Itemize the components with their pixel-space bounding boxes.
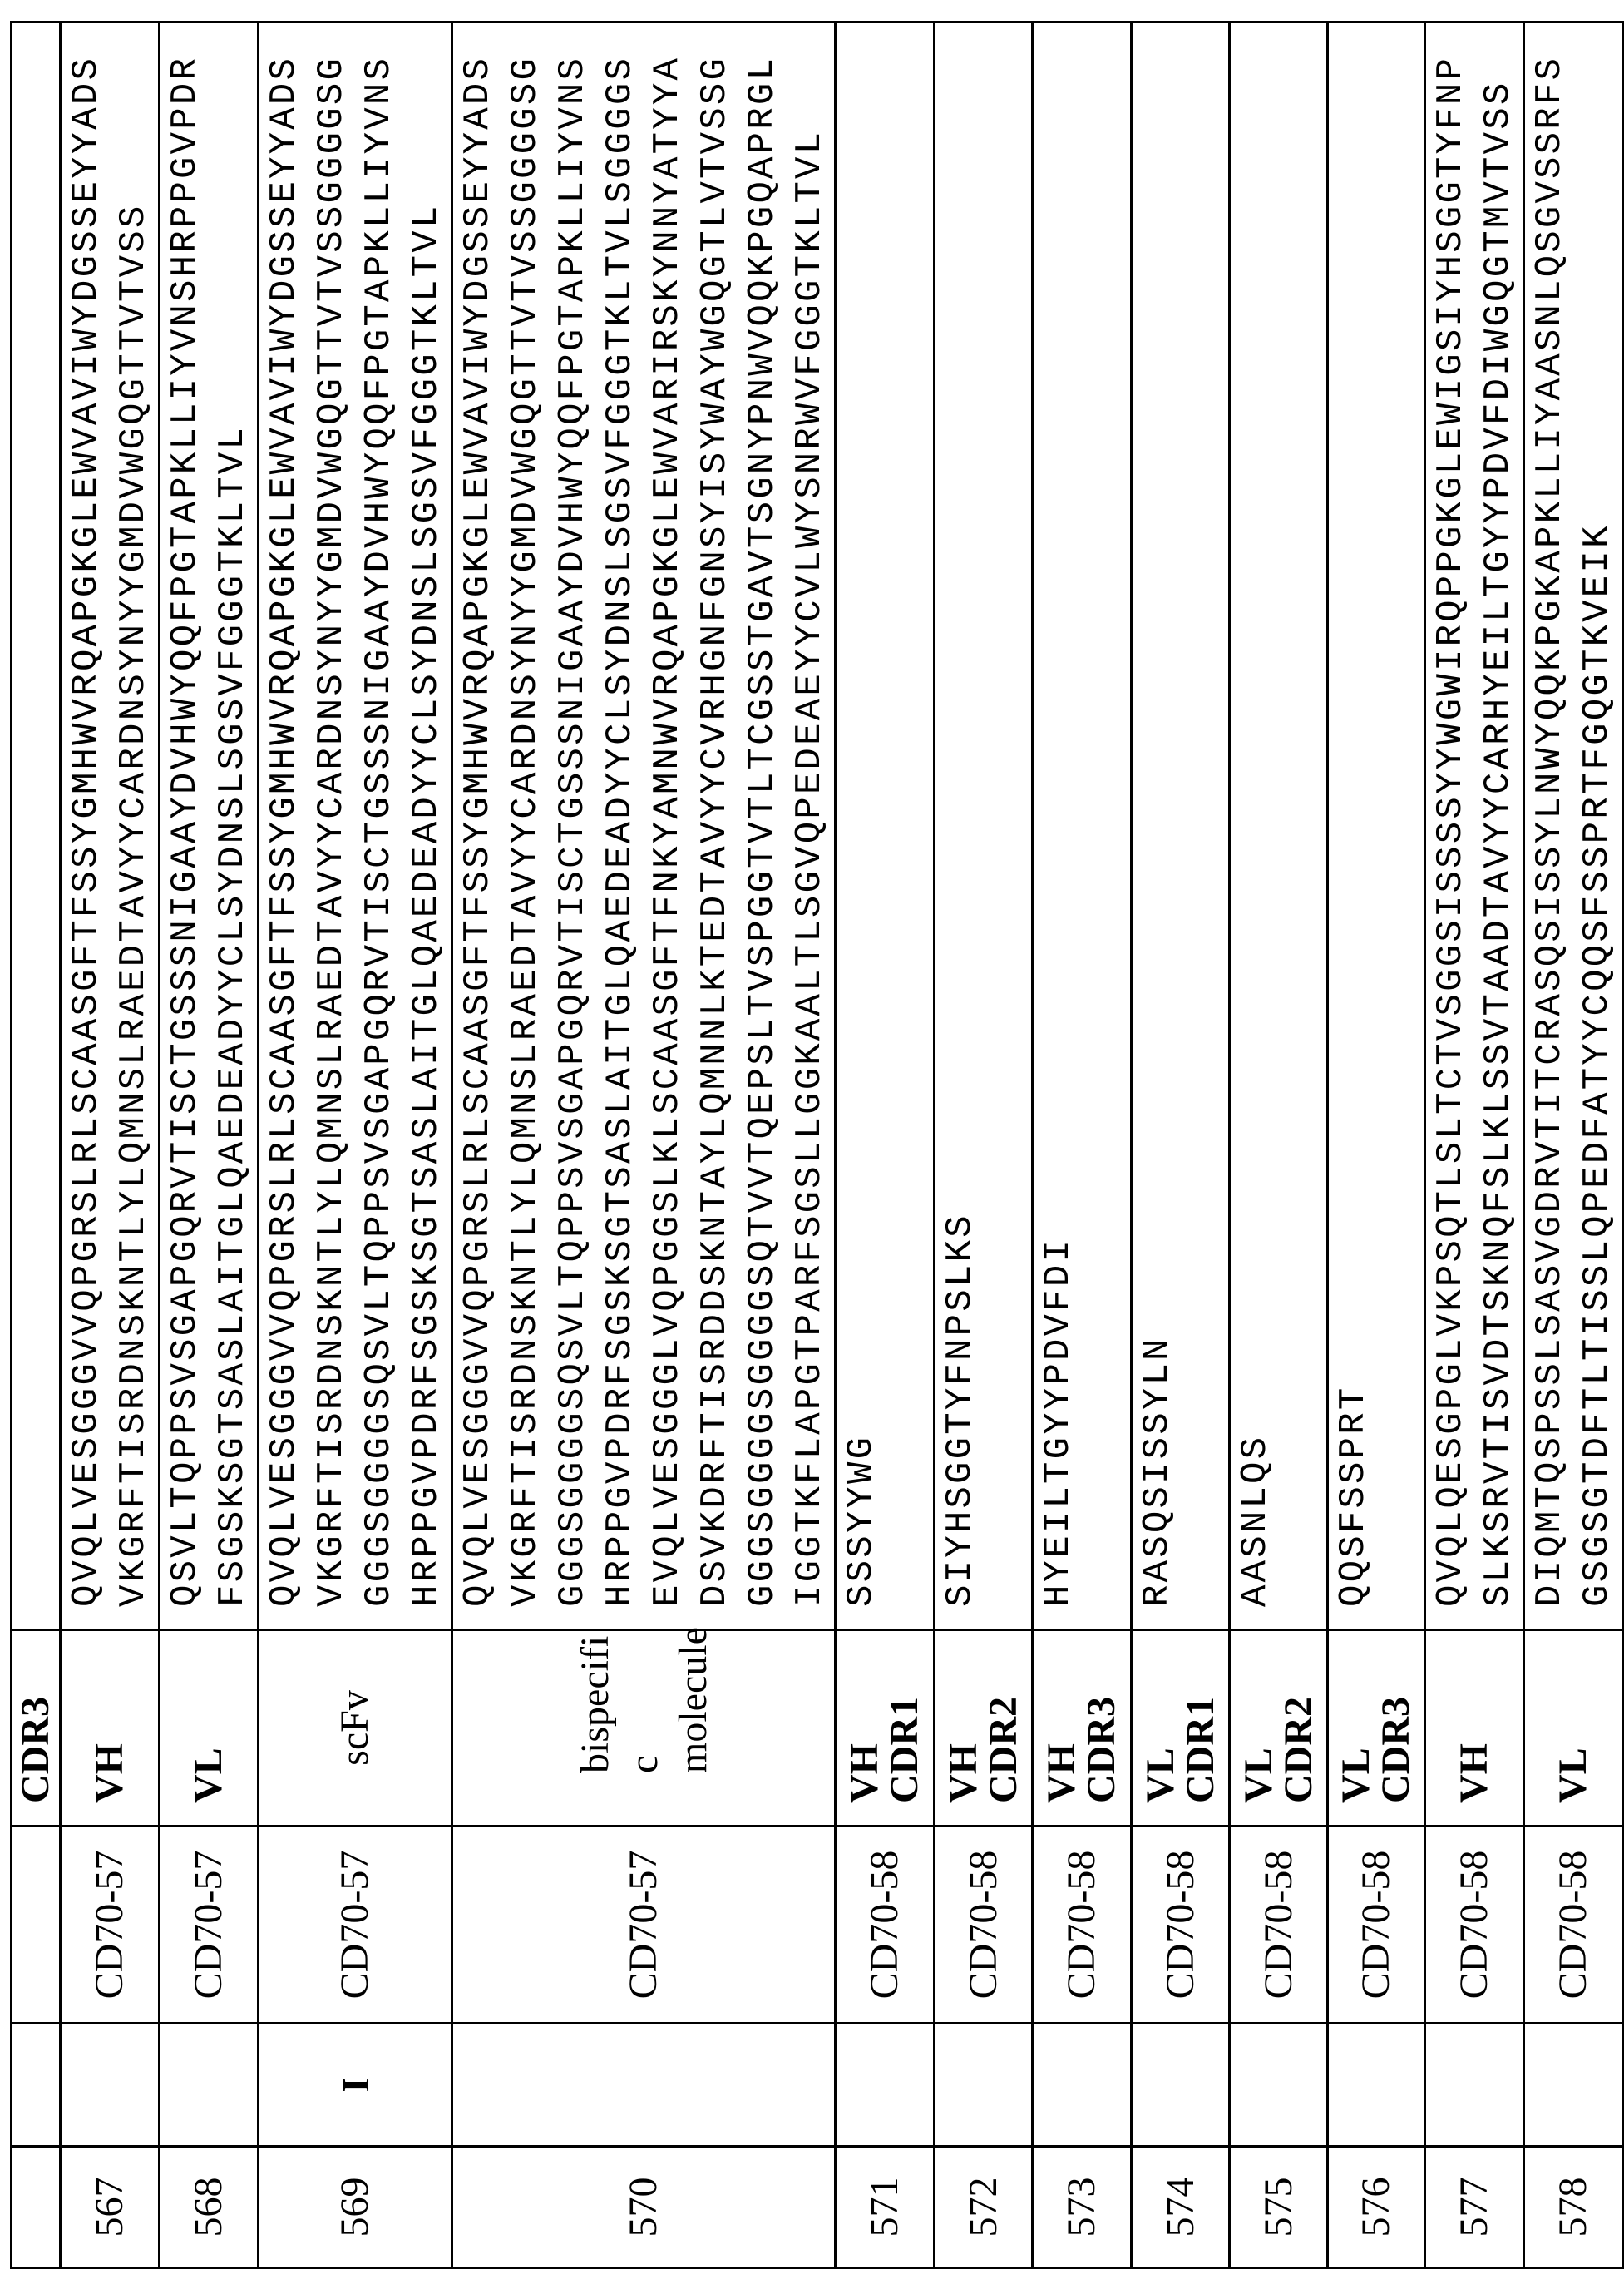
table-row	[1132, 22, 1230, 2268]
blank-cell	[1132, 2024, 1230, 2147]
seq-id-cell: 575	[1230, 2147, 1328, 2268]
antibody-cell: CD70-58	[1132, 1827, 1230, 2024]
blank-cell	[935, 2024, 1033, 2147]
sequence-line: QVQLVESGGGVVQPGRSLRLSCAASGFTFSSYGMHWVRQAPGKGLEWVAVIWYDGSSEYYADS	[264, 55, 305, 1607]
blank-cell	[452, 2024, 836, 2147]
sequence-line: VKGRFTISRDNSKNTLYLQMNSLRAEDTAVYYCARDNSYNYYGMDVWGQGTTVTVSS	[113, 203, 155, 1607]
seq-id-cell: 577	[1425, 2147, 1524, 2268]
seq-id-cell: 576	[1328, 2147, 1425, 2268]
table-row	[259, 22, 452, 2268]
seq-id-cell	[12, 2147, 61, 2268]
antibody-cell	[12, 1827, 61, 2024]
table-row	[1524, 22, 1623, 2268]
antibody-cell: CD70-58	[1524, 1827, 1623, 2024]
blank-cell	[836, 2024, 935, 2147]
type-cell: VH CDR1	[836, 1630, 935, 1827]
antibody-cell: CD70-58	[1328, 1827, 1425, 2024]
table-row	[1230, 22, 1328, 2268]
sequence-cell	[61, 22, 160, 1630]
sequence-line: IGGTKFLAPGTPARFSGSLLGGKAALTLSGVQPEDEAEYYCVLWYSNRWVFGGGTKLTVL	[789, 129, 831, 1607]
seq-id-cell: 567	[61, 2147, 160, 2268]
sequence-cell	[836, 22, 935, 1630]
sequence-cell	[12, 22, 61, 1630]
sequence-cell	[259, 22, 452, 1630]
seq-id-cell: 573	[1033, 2147, 1132, 2268]
table-row	[160, 22, 259, 2268]
sequence-cell	[160, 22, 259, 1630]
sequence-line: AASNLQS	[1235, 1434, 1276, 1607]
type-cell: CDR3	[12, 1630, 61, 1827]
antibody-cell: CD70-58	[935, 1827, 1033, 2024]
sequence-line: QVQLQESGPGLVKPSQTLSLTCTVSGGSISSSSYYWGWIRQPPGKGLEWIGSIYHSGGTYFNP	[1430, 55, 1472, 1607]
sequence-cell	[935, 22, 1033, 1630]
table-row	[1425, 22, 1524, 2268]
sequence-cell	[1524, 22, 1623, 1630]
blank-cell	[1230, 2024, 1328, 2147]
sequence-table	[10, 21, 1624, 2269]
sequence-line: QQSFSSPRT	[1333, 1385, 1375, 1607]
table-row	[836, 22, 935, 2268]
antibody-cell: CD70-57	[259, 1827, 452, 2024]
blank-cell	[1328, 2024, 1425, 2147]
sequence-cell	[1132, 22, 1230, 1630]
type-cell: VH	[61, 1630, 160, 1827]
antibody-cell: CD70-58	[1033, 1827, 1132, 2024]
type-cell: VL CDR3	[1328, 1630, 1425, 1827]
table-row-continuation	[12, 22, 61, 2268]
type-cell: VH CDR2	[935, 1630, 1033, 1827]
type-cell: VL CDR1	[1132, 1630, 1230, 1827]
table-row	[935, 22, 1033, 2268]
sequence-line: DSVKDRFTISRDDSKNTAYLQMNNLKTEDTAVYYCVRHGNFGNSYISYWAYWGQGTLVTVSSG	[694, 55, 736, 1607]
sequence-line: HRPPGVPDRFSGSKSGTSASLAITGLQAEDEADYYCLSYDNSLSGSVFGGGTKLTVL	[406, 203, 447, 1607]
sequence-line: GGGSGGGGSQSVLTQPPSVSGAPGQRVTISCTGSSSNIGAAYDVHWYQQFPGTAPKLLIYVNS	[552, 55, 594, 1607]
seq-id-cell: 568	[160, 2147, 259, 2268]
sequence-cell	[1425, 22, 1524, 1630]
sequence-line: EVQLVESGGGLVQPGGSLKLSCAASGFTFNKYAMNWVRQAPGKGLEWVARIRSKYNNYATYYA	[647, 55, 689, 1607]
type-cell: VL	[160, 1630, 259, 1827]
seq-id-cell: 574	[1132, 2147, 1230, 2268]
type-cell: VH CDR3	[1033, 1630, 1132, 1827]
sequence-line: DIQMTQSPSSLSASVGDRVTITCRASQSISSYLNWYQQKPGKAPKLLIYAASNLQSGVSSRFS	[1529, 55, 1571, 1607]
blank-cell	[61, 2024, 160, 2147]
blank-cell	[1033, 2024, 1132, 2147]
sequence-line: HYEILTGYYPDVFDI	[1038, 1237, 1079, 1607]
blank-cell	[160, 2024, 259, 2147]
sequence-cell	[1230, 22, 1328, 1630]
antibody-cell: CD70-57	[452, 1827, 836, 2024]
table-row	[1328, 22, 1425, 2268]
table-row	[1033, 22, 1132, 2268]
antibody-cell: CD70-58	[1425, 1827, 1524, 2024]
type-cell: scFv	[259, 1630, 452, 1827]
table-row	[452, 22, 836, 2268]
seq-id-cell: 571	[836, 2147, 935, 2268]
rotated-page	[10, 23, 1618, 2269]
sequence-line: GGGSGGGGSQSVLTQPPSVSGAPGQRVTISCTGSSSNIGAAYDVHWYQQFPGTAPKLLIYVNS	[358, 55, 400, 1607]
sequence-line: QVQLVESGGGVVQPGRSLRLSCAASGFTFSSYGMHWVRQAPGKGLEWVAVIWYDGSSEYYADS	[457, 55, 499, 1607]
blank-cell: I	[259, 2024, 452, 2147]
sequence-line: RASQSISSYLN	[1137, 1336, 1178, 1607]
sequence-line: HRPPGVPDRFSGSKSGTSASLAITGLQAEDEADYYCLSYDNSLSGSVFGGGTKLTVLSGGGGS	[600, 55, 641, 1607]
sequence-line: SLKSRVTISVDTSKNQFSLKLSSVTAADTAVYYCARHYEILTGYYPDVFDIWGQGTMVTVSS	[1478, 80, 1519, 1607]
sequence-cell	[1328, 22, 1425, 1630]
sequence-line: QSVLTQPPSVSGAPGQRVTISCTGSSSNIGAAYDVHWYQQFPGTAPKLLIYVNSHRPPGVPDR	[165, 55, 206, 1607]
sequence-line: QVQLVESGGGVVQPGRSLRLSCAASGFTFSSYGMHWVRQAPGKGLEWVAVIWYDGSSEYYADS	[66, 55, 107, 1607]
type-cell: bispecifi c molecule	[452, 1630, 836, 1827]
seq-id-cell: 570	[452, 2147, 836, 2268]
sequence-line: FSGSKSGTSASLAITGLQAEDEADYYCLSYDNSLSGSVFGGGTKLTVL	[212, 424, 254, 1607]
type-cell: VL	[1524, 1630, 1623, 1827]
seq-id-cell: 569	[259, 2147, 452, 2268]
sequence-cell	[452, 22, 836, 1630]
antibody-cell: CD70-57	[160, 1827, 259, 2024]
blank-cell	[12, 2024, 61, 2147]
blank-cell	[1425, 2024, 1524, 2147]
seq-id-cell: 572	[935, 2147, 1033, 2268]
antibody-cell: CD70-58	[836, 1827, 935, 2024]
antibody-cell: CD70-58	[1230, 1827, 1328, 2024]
sequence-line: SSSYYWG	[841, 1434, 882, 1607]
sequence-line: SIYHSGGTYFNPSLKS	[940, 1213, 981, 1607]
type-cell: VH	[1425, 1630, 1524, 1827]
table-row	[61, 22, 160, 2268]
sequence-line: VKGRFTISRDNSKNTLYLQMNSLRAEDTAVYYCARDNSYNYYGMDVWGQGTTVTVSSGGGGSG	[505, 55, 546, 1607]
sequence-cell	[1033, 22, 1132, 1630]
blank-cell	[1524, 2024, 1623, 2147]
seq-id-cell: 578	[1524, 2147, 1623, 2268]
sequence-line: GSGSGTDFTLTISSLQPEDFATYYCQQSFSSPRTFGQGTKVEIK	[1577, 523, 1618, 1607]
sequence-line: VKGRFTISRDNSKNTLYLQMNSLRAEDTAVYYCARDNSYNYYGMDVWGQGTTVTVSSGGGGSG	[311, 55, 353, 1607]
antibody-cell: CD70-57	[61, 1827, 160, 2024]
type-cell: VL CDR2	[1230, 1630, 1328, 1827]
sequence-line: GGGSGGGGSGGGGSQTVVTQEPSLTVSPGGTVTLTCGSSTGAVTSGNYPNWVQQKPGQAPRGL	[742, 55, 783, 1607]
